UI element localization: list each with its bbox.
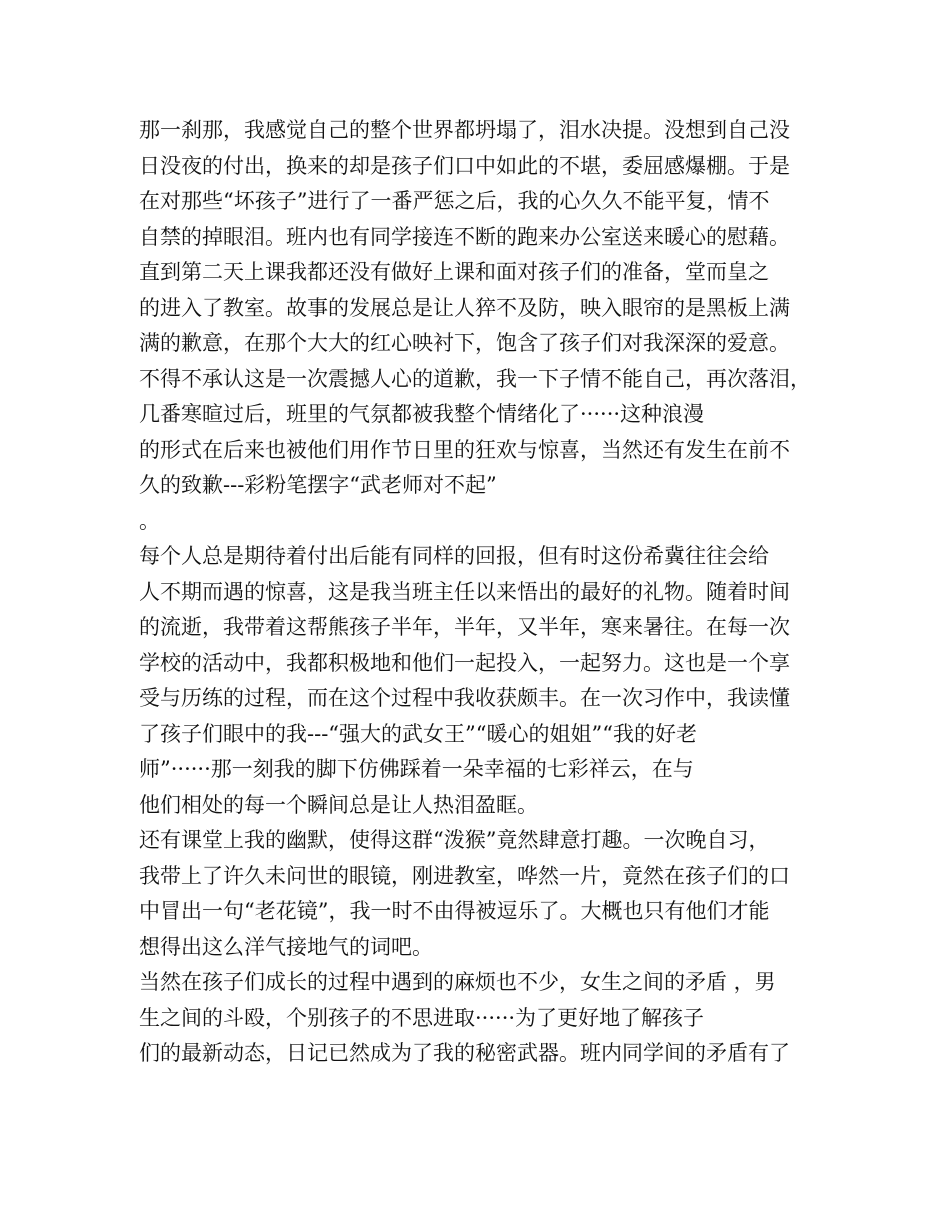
text-line: 的形式在后来也被他们用作节日里的狂欢与惊喜，当然还有发生在前不	[139, 437, 790, 462]
text-line: 学校的活动中，我都积极地和他们一起投入，一起努力。这也是一个享	[139, 650, 790, 675]
text-line: 日没夜的付出，换来的却是孩子们口中如此的不堪，委屈感爆棚。于是	[139, 153, 790, 178]
text-line: 直到第二天上课我都还没有做好上课和面对孩子们的准备，堂而皇之	[139, 260, 769, 284]
body-text	[139, 113, 839, 1072]
text-line: 人不期而遇的惊喜，这是我当班主任以来悟出的最好的礼物。随着时间	[139, 579, 790, 604]
text-line: 还有课堂上我的幽默，使得这群“泼猴”竟然肆意打趣。一次晚自习，	[139, 828, 770, 852]
text-line: 们的最新动态，日记已然成为了我的秘密武器。班内同学间的矛盾有了	[139, 1041, 790, 1065]
text-line: 在对那些“坏孩子”进行了一番严惩之后，我的心久久不能平复，情不	[139, 189, 770, 213]
text-line: 久的致歉---彩粉笔摆字“武老师对不起”	[139, 473, 497, 497]
text-line: 师”······那一刻我的脚下仿佛踩着一朵幸福的七彩祥云，在与	[139, 757, 694, 781]
text-line: 当然在孩子们成长的过程中遇到的麻烦也不少，女生之间的矛盾 ，男	[139, 970, 776, 994]
text-line: 生之间的斗殴，个别孩子的不思进取······为了更好地了解孩子	[139, 1005, 705, 1030]
text-line: 中冒出一句“老花镜”，我一时不由得被逗乐了。大概也只有他们才能	[139, 899, 770, 923]
text-line: 我带上了许久未问世的眼镜，刚进教室，哗然一片，竟然在孩子们的口	[139, 863, 790, 888]
text-line: 想得出这么洋气接地气的词吧。	[139, 934, 433, 959]
text-line: 几番寒暄过后，班里的气氛都被我整个情绪化了······这种浪漫	[139, 402, 705, 426]
text-line: 的流逝，我带着这帮熊孩子半年，半年，又半年，寒来暑往。在每一次	[139, 615, 790, 639]
text-line: 自禁的掉眼泪。班内也有同学接连不断的跑来办公室送来暖心的慰藉。	[139, 224, 790, 249]
text-line: 。	[139, 508, 160, 533]
text-line: 不得不承认这是一次震撼人心的道歉，我一下子情不能自己，再次落泪，	[139, 366, 811, 391]
text-line: 的进入了教室。故事的发展总是让人猝不及防，映入眼帘的是黑板上满	[139, 295, 790, 320]
text-line: 受与历练的过程，而在这个过程中我收获颇丰。在一次习作中，我读懂	[139, 686, 790, 710]
text-line: 每个人总是期待着付出后能有同样的回报，但有时这份希冀往往会给	[139, 544, 769, 568]
text-line: 他们相处的每一个瞬间总是让人热泪盈眶。	[139, 792, 538, 817]
text-line: 了孩子们眼中的我---“强大的武女王”“暖心的姐姐”“我的好老	[139, 721, 697, 746]
text-line: 满的歉意，在那个大大的红心映衬下，饱含了孩子们对我深深的爱意。	[139, 331, 790, 355]
text-line: 那一刹那，我感觉自己的整个世界都坍塌了，泪水决提。没想到自己没	[139, 118, 790, 142]
